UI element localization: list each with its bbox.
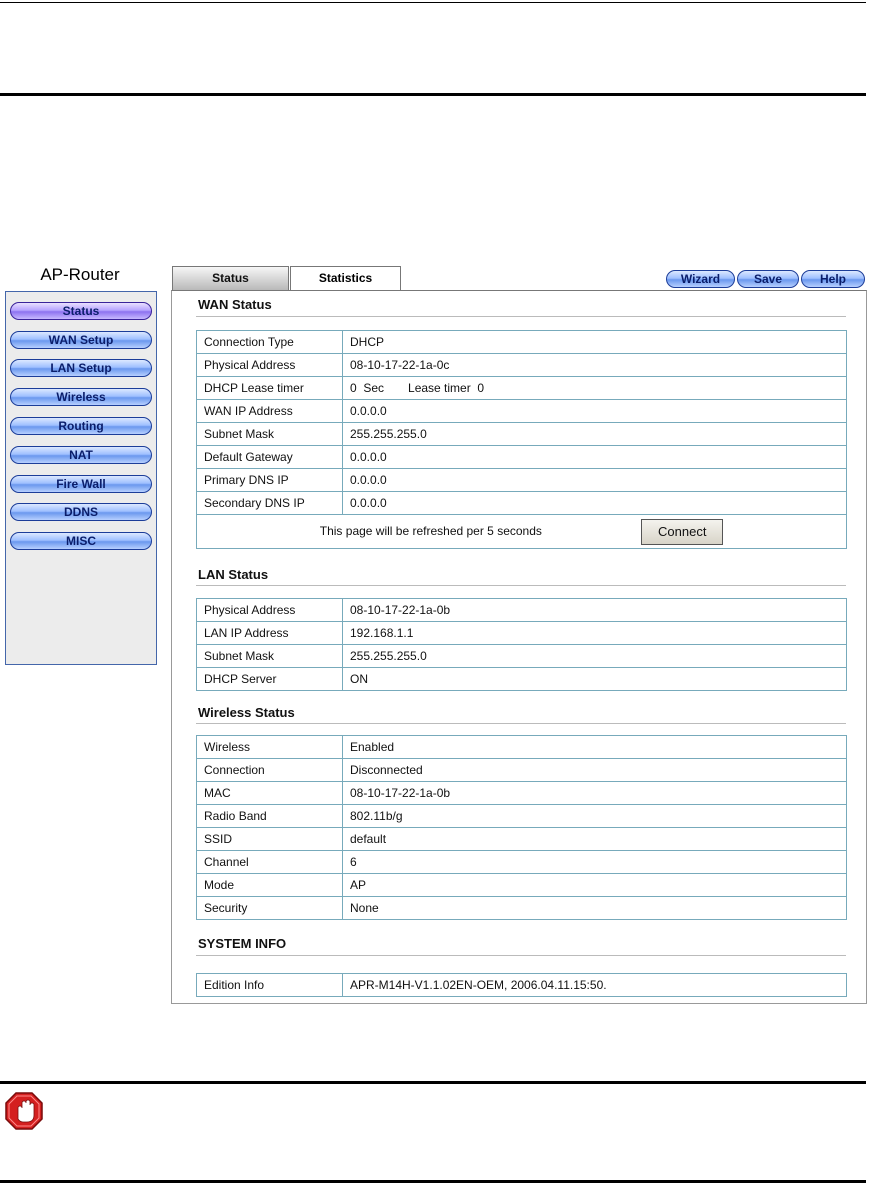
tab-status[interactable]: Status [172, 266, 289, 290]
wan-divider [196, 316, 846, 317]
row-value: 0.0.0.0 [343, 469, 847, 492]
table-row [197, 668, 847, 691]
sidebar-item-lan-setup[interactable]: LAN Setup [10, 359, 152, 377]
row-label: LAN IP Address [197, 622, 343, 645]
row-label: Physical Address [197, 599, 343, 622]
row-value: AP [343, 874, 847, 897]
row-value: 6 [343, 851, 847, 874]
row-value: 08-10-17-22-1a-0b [343, 782, 847, 805]
table-row [197, 736, 847, 759]
lan-status-heading: LAN Status [198, 567, 269, 582]
table-row [197, 331, 847, 354]
row-value: ON [343, 668, 847, 691]
table-row [197, 897, 847, 920]
row-label: Radio Band [197, 805, 343, 828]
row-value: 0.0.0.0 [343, 446, 847, 469]
table-row [197, 446, 847, 469]
table-row [197, 599, 847, 622]
help-button[interactable]: Help [801, 270, 865, 288]
table-row [197, 400, 847, 423]
sidebar-item-wan-setup[interactable]: WAN Setup [10, 331, 152, 349]
row-value: Disconnected [343, 759, 847, 782]
refresh-note: This page will be refreshed per 5 seconds [319, 523, 542, 538]
row-label: Connection [197, 759, 343, 782]
table-row [197, 622, 847, 645]
table-row [197, 354, 847, 377]
row-value: 192.168.1.1 [343, 622, 847, 645]
table-row [197, 782, 847, 805]
wireless-divider [196, 723, 846, 724]
lan-divider [196, 585, 846, 586]
row-label: Wireless [197, 736, 343, 759]
row-label: Secondary DNS IP [197, 492, 343, 515]
table-row [197, 974, 847, 997]
table-row [197, 759, 847, 782]
table-row [197, 492, 847, 515]
table-row [197, 423, 847, 446]
row-value [343, 377, 847, 400]
row-label: Physical Address [197, 354, 343, 377]
row-label: Security [197, 897, 343, 920]
sidebar [5, 291, 157, 665]
refresh-row [197, 515, 847, 549]
wireless-status-table [196, 735, 847, 920]
main-content [171, 290, 867, 1004]
row-label: Connection Type [197, 331, 343, 354]
row-value: 0.0.0.0 [343, 492, 847, 515]
system-info-heading: SYSTEM INFO [198, 936, 287, 951]
top-rule [0, 2, 866, 3]
sidebar-item-wireless[interactable]: Wireless [10, 388, 152, 406]
row-label: Channel [197, 851, 343, 874]
stop-hand-icon [4, 1091, 44, 1131]
row-value: DHCP [343, 331, 847, 354]
row-label: Subnet Mask [197, 423, 343, 446]
table-row [197, 469, 847, 492]
sidebar-item-ddns[interactable]: DDNS [10, 503, 152, 521]
row-value: 255.255.255.0 [343, 645, 847, 668]
table-row [197, 851, 847, 874]
wan-status-table [196, 330, 847, 549]
sidebar-item-routing[interactable]: Routing [10, 417, 152, 435]
lease-timer: Lease timer 0 [408, 381, 485, 395]
row-value: 255.255.255.0 [343, 423, 847, 446]
header-rule [0, 93, 866, 96]
wan-status-heading: WAN Status [198, 297, 272, 312]
router-screenshot [2, 262, 868, 1004]
row-label: SSID [197, 828, 343, 851]
table-row [197, 645, 847, 668]
table-row [197, 828, 847, 851]
row-label: DHCP Lease timer [197, 377, 343, 400]
row-label: MAC [197, 782, 343, 805]
wireless-status-heading: Wireless Status [198, 705, 295, 720]
table-row [197, 874, 847, 897]
row-label: Primary DNS IP [197, 469, 343, 492]
sidebar-item-status[interactable]: Status [10, 302, 152, 320]
app-title: AP-Router [40, 265, 120, 284]
row-label: WAN IP Address [197, 400, 343, 423]
lease-seconds: 0 Sec [350, 381, 385, 395]
sidebar-item-nat[interactable]: NAT [10, 446, 152, 464]
row-label: DHCP Server [197, 668, 343, 691]
row-label: Edition Info [197, 974, 343, 997]
sidebar-item-fire-wall[interactable]: Fire Wall [10, 475, 152, 493]
table-row [197, 515, 847, 549]
sidebar-item-misc[interactable]: MISC [10, 532, 152, 550]
tab-statistics[interactable]: Statistics [290, 266, 401, 292]
row-value: 08-10-17-22-1a-0c [343, 354, 847, 377]
wizard-button[interactable]: Wizard [666, 270, 735, 288]
connect-button[interactable]: Connect [641, 519, 723, 545]
save-button[interactable]: Save [737, 270, 799, 288]
row-value: 08-10-17-22-1a-0b [343, 599, 847, 622]
row-value: APR-M14H-V1.1.02EN-OEM, 2006.04.11.15:50. [343, 974, 847, 997]
footer-rule-top [0, 1081, 866, 1084]
system-divider [196, 955, 846, 956]
table-row [197, 805, 847, 828]
row-value: 802.11b/g [343, 805, 847, 828]
row-value: 0.0.0.0 [343, 400, 847, 423]
row-label: Mode [197, 874, 343, 897]
row-value: Enabled [343, 736, 847, 759]
system-info-table [196, 973, 847, 997]
table-row [197, 377, 847, 400]
row-value: None [343, 897, 847, 920]
row-value: default [343, 828, 847, 851]
lan-status-table [196, 598, 847, 691]
row-label: Default Gateway [197, 446, 343, 469]
row-label: Subnet Mask [197, 645, 343, 668]
